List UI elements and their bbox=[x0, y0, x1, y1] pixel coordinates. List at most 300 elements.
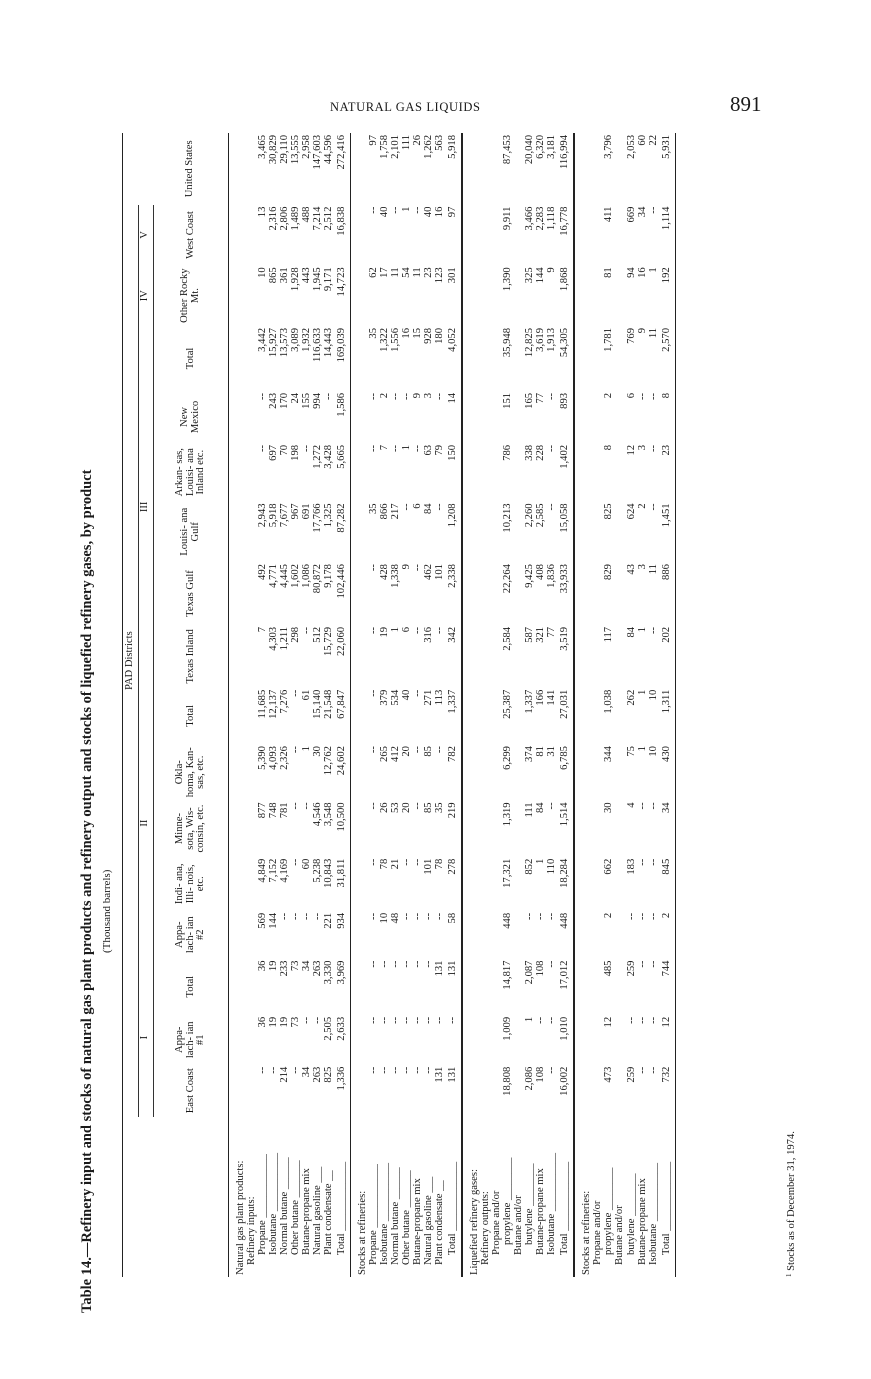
table-cell: -- bbox=[647, 444, 659, 452]
row-label: butylene ________ bbox=[524, 1163, 536, 1245]
table-cell: -- bbox=[390, 1066, 402, 1074]
total-cell: 732 bbox=[659, 1065, 676, 1117]
total-cell: 5,918 bbox=[445, 133, 462, 205]
table-cell: 9 bbox=[401, 564, 413, 570]
table-cell: 35,948 bbox=[502, 327, 514, 358]
table-cell: -- bbox=[647, 1016, 659, 1024]
table-cell: 374 bbox=[524, 746, 536, 762]
table-cell: 7 bbox=[257, 626, 269, 633]
empty-cell bbox=[351, 959, 369, 1015]
row-label: propylene ________ bbox=[603, 1167, 615, 1255]
empty-cell bbox=[246, 688, 257, 744]
table-cell: -- bbox=[636, 392, 648, 401]
table-cell: 325 bbox=[524, 267, 536, 284]
column-head: Okla- homa, Kan- sas, etc. bbox=[154, 744, 229, 800]
table-cell: 110 bbox=[546, 858, 558, 875]
row-label: Butane-propane mix bbox=[301, 1168, 313, 1255]
section-heading bbox=[351, 133, 369, 1277]
table-cell: 1 bbox=[401, 444, 413, 451]
empty-cell bbox=[480, 744, 491, 800]
empty-cell bbox=[614, 959, 625, 1015]
table-cell: -- bbox=[636, 912, 648, 920]
table-cell: 3,619 bbox=[535, 327, 547, 352]
table-cell: 10,213 bbox=[502, 503, 514, 533]
table-cell: 81 bbox=[603, 267, 615, 278]
empty-cell bbox=[480, 911, 491, 959]
table-cell: 9,171 bbox=[323, 267, 335, 292]
table-cell: -- bbox=[647, 802, 659, 810]
empty-cell bbox=[462, 501, 480, 562]
table-cell: 11 bbox=[390, 267, 402, 278]
empty-cell bbox=[246, 443, 257, 501]
table-title: Table 14.—Refinery input and stocks of natural gas plant products and refinery output and stocks of liquefied refinery gases, by product bbox=[79, 469, 95, 1313]
table-cell: 587 bbox=[524, 626, 536, 643]
table-cell: 1,338 bbox=[390, 564, 402, 588]
table-cell: 30 bbox=[312, 746, 324, 757]
row-label-line bbox=[614, 133, 625, 1277]
table-cell: -- bbox=[401, 912, 413, 920]
empty-cell bbox=[574, 501, 592, 562]
table-cell: 40 bbox=[401, 689, 413, 701]
empty-cell bbox=[462, 688, 480, 744]
total-row bbox=[557, 133, 574, 1277]
table-cell: 155 bbox=[301, 392, 313, 409]
table-cell: 512 bbox=[312, 626, 324, 643]
table-cell: 87,453 bbox=[502, 135, 514, 165]
empty-cell bbox=[351, 443, 369, 501]
empty-cell bbox=[513, 800, 524, 856]
empty-cell bbox=[614, 1065, 625, 1117]
table-cell: -- bbox=[257, 1066, 269, 1074]
table-cell: 36 bbox=[257, 960, 269, 972]
empty-cell bbox=[614, 133, 625, 205]
table-cell: 7,214 bbox=[312, 206, 324, 231]
section-subheading bbox=[246, 133, 257, 1277]
table-cell: -- bbox=[401, 503, 413, 511]
table-caption bbox=[80, 133, 124, 1313]
table-row bbox=[546, 133, 557, 1277]
table-cell: 85 bbox=[423, 746, 435, 757]
table-cell: 344 bbox=[603, 746, 615, 762]
table-cell: 6,299 bbox=[502, 746, 514, 770]
table-cell: 131 bbox=[434, 960, 446, 977]
table-cell: 18,808 bbox=[502, 1066, 514, 1096]
total-cell: 1,114 bbox=[659, 205, 676, 266]
table-cell: -- bbox=[412, 564, 424, 572]
table-cell: 2,283 bbox=[535, 206, 547, 231]
table-cell: 34 bbox=[301, 960, 313, 972]
table-cell: 3,428 bbox=[323, 444, 335, 469]
table-cell: -- bbox=[546, 392, 558, 401]
table-cell: -- bbox=[279, 912, 291, 920]
empty-cell bbox=[513, 265, 524, 326]
table-cell: 3 bbox=[636, 564, 648, 570]
table-cell: 12,825 bbox=[524, 327, 536, 358]
total-cell: 219 bbox=[445, 800, 462, 856]
empty-cell bbox=[491, 857, 502, 911]
table-cell: -- bbox=[647, 858, 659, 866]
empty-cell bbox=[491, 391, 502, 443]
table-cell: 2,806 bbox=[279, 206, 291, 231]
table-cell: 5,918 bbox=[268, 503, 280, 528]
table-cell: 14,817 bbox=[502, 960, 514, 990]
table-cell: -- bbox=[546, 503, 558, 511]
table-cell: -- bbox=[546, 444, 558, 452]
row-label: Propane ____________ bbox=[368, 1164, 380, 1265]
table-cell: 70 bbox=[279, 444, 291, 456]
table-cell: -- bbox=[323, 392, 335, 401]
table-cell: 865 bbox=[268, 267, 280, 284]
section-subheading-label: Refinery outputs: bbox=[480, 1191, 492, 1265]
table-cell: -- bbox=[290, 689, 302, 697]
table-cell: 2,101 bbox=[390, 135, 402, 159]
table-cell: -- bbox=[636, 1066, 648, 1074]
column-head: New Mexico bbox=[154, 391, 229, 443]
table-row bbox=[502, 133, 513, 1277]
table-cell: 1 bbox=[636, 626, 648, 633]
table-cell: -- bbox=[412, 689, 424, 697]
table-cell: 11 bbox=[647, 327, 659, 339]
row-label-line-label: Propane and/or bbox=[592, 1200, 604, 1265]
table-cell: 2 bbox=[603, 392, 615, 399]
empty-cell bbox=[592, 1015, 603, 1065]
table-cell: -- bbox=[290, 858, 302, 866]
table-cell: 411 bbox=[603, 206, 615, 223]
table-cell: 852 bbox=[524, 858, 536, 875]
table-cell: 2,326 bbox=[279, 746, 291, 770]
total-cell: 278 bbox=[445, 857, 462, 911]
total-cell: 5,931 bbox=[659, 133, 676, 205]
column-head: Total bbox=[154, 688, 229, 744]
empty-cell bbox=[614, 744, 625, 800]
table-cell: -- bbox=[625, 912, 637, 920]
row-label: Butane-propane mix bbox=[412, 1178, 424, 1265]
empty-cell bbox=[592, 205, 603, 266]
row-label-line-label: Butane and/or bbox=[614, 1205, 626, 1265]
table-cell: 1,928 bbox=[290, 267, 302, 292]
table-cell: 2,505 bbox=[323, 1016, 335, 1041]
table-cell: -- bbox=[379, 960, 391, 968]
empty-cell bbox=[491, 443, 502, 501]
table-cell: 1,319 bbox=[502, 802, 514, 827]
empty-cell bbox=[246, 501, 257, 562]
empty-cell bbox=[229, 625, 247, 688]
total-cell: 16,002 bbox=[557, 1065, 574, 1117]
total-cell: 131 bbox=[445, 1065, 462, 1117]
table-cell: 214 bbox=[279, 1066, 291, 1083]
column-head: West Coast bbox=[154, 205, 229, 266]
empty-cell bbox=[351, 562, 369, 625]
total-cell: 54,305 bbox=[557, 326, 574, 391]
total-cell: 169,039 bbox=[334, 326, 351, 391]
table-row bbox=[637, 133, 648, 1277]
empty-cell bbox=[574, 265, 592, 326]
table-cell: -- bbox=[368, 1066, 380, 1074]
table-cell: -- bbox=[412, 960, 424, 968]
table-cell: -- bbox=[368, 746, 380, 754]
table-cell: 15,140 bbox=[312, 689, 324, 719]
table-cell: -- bbox=[290, 912, 302, 920]
table-cell: 180 bbox=[434, 327, 446, 344]
table-cell: 1,325 bbox=[323, 503, 335, 528]
empty-cell bbox=[513, 688, 524, 744]
column-head: United States bbox=[154, 133, 229, 205]
table-cell: 77 bbox=[546, 626, 558, 638]
table-cell: 81 bbox=[535, 746, 547, 757]
table-cell: 60 bbox=[636, 135, 648, 146]
table-row bbox=[524, 133, 535, 1277]
table-cell: 8 bbox=[603, 444, 615, 451]
total-cell: 27,031 bbox=[557, 688, 574, 744]
table-cell: 4,546 bbox=[312, 802, 324, 827]
table-cell: 563 bbox=[434, 135, 446, 151]
empty-cell bbox=[351, 265, 369, 326]
empty-cell bbox=[351, 857, 369, 911]
total-cell: 15,058 bbox=[557, 501, 574, 562]
table-cell: 26 bbox=[412, 135, 424, 146]
empty-cell bbox=[462, 744, 480, 800]
table-cell: -- bbox=[647, 392, 659, 401]
table-cell: 117 bbox=[603, 626, 615, 643]
empty-cell bbox=[614, 205, 625, 266]
empty-cell bbox=[574, 205, 592, 266]
empty-cell bbox=[592, 133, 603, 205]
empty-cell bbox=[513, 625, 524, 688]
region-head-V: V bbox=[139, 205, 154, 266]
section-heading-label: Natural gas plant products: bbox=[235, 1160, 246, 1275]
total-row bbox=[445, 133, 462, 1277]
table-cell: -- bbox=[434, 1016, 446, 1024]
empty-cell bbox=[513, 1065, 524, 1117]
table-cell: 5,238 bbox=[312, 858, 324, 883]
total-cell: 12 bbox=[659, 1015, 676, 1065]
table-cell: -- bbox=[368, 689, 380, 697]
empty-cell bbox=[491, 562, 502, 625]
empty-cell bbox=[480, 265, 491, 326]
table-cell: 2,316 bbox=[268, 206, 280, 231]
row-label: Normal butane ______ bbox=[390, 1167, 402, 1265]
table-cell: 1,272 bbox=[312, 444, 324, 469]
empty-cell bbox=[491, 688, 502, 744]
total-cell: 131 bbox=[445, 959, 462, 1015]
table-cell: 13,573 bbox=[279, 327, 291, 358]
empty-cell bbox=[614, 625, 625, 688]
table-cell: 6 bbox=[412, 503, 424, 509]
row-label-line bbox=[491, 133, 502, 1277]
row-label: Natural gasoline ___ bbox=[312, 1166, 324, 1255]
empty-cell bbox=[229, 857, 247, 911]
row-label: butylene ________ bbox=[625, 1173, 637, 1255]
empty-cell bbox=[462, 911, 480, 959]
table-cell: 53 bbox=[390, 802, 402, 813]
table-cell: 15 bbox=[412, 327, 424, 339]
total-cell: 3,969 bbox=[334, 959, 351, 1015]
table-cell: 691 bbox=[301, 503, 313, 520]
table-cell: -- bbox=[625, 1016, 637, 1024]
table-cell: 1,945 bbox=[312, 267, 324, 292]
table-cell: 79 bbox=[434, 444, 446, 456]
empty-cell bbox=[614, 443, 625, 501]
row-label: Butane-propane mix bbox=[636, 1178, 648, 1265]
column-head: Louisi- ana Gulf bbox=[154, 501, 229, 562]
total-cell: 744 bbox=[659, 959, 676, 1015]
empty-cell bbox=[229, 1065, 247, 1117]
total-cell: 1,868 bbox=[557, 265, 574, 326]
table-cell: 1,913 bbox=[546, 327, 558, 352]
pad-districts-head: PAD Districts bbox=[124, 205, 139, 1117]
total-cell: 31,811 bbox=[334, 857, 351, 911]
empty-cell bbox=[491, 625, 502, 688]
row-label: Propane ____________ bbox=[257, 1154, 269, 1255]
empty-cell bbox=[592, 959, 603, 1015]
table-cell: 23 bbox=[423, 267, 435, 278]
empty-cell bbox=[592, 625, 603, 688]
stub-head-3 bbox=[154, 1117, 229, 1277]
table-cell: 428 bbox=[379, 564, 391, 580]
table-cell: 12 bbox=[625, 444, 637, 456]
table-cell: 786 bbox=[502, 444, 514, 461]
total-cell: 6,785 bbox=[557, 744, 574, 800]
total-cell: 1,586 bbox=[334, 391, 351, 443]
empty-cell bbox=[246, 625, 257, 688]
table-cell: 108 bbox=[535, 1066, 547, 1083]
empty-cell bbox=[480, 1065, 491, 1117]
empty-cell bbox=[592, 443, 603, 501]
table-cell: -- bbox=[535, 1016, 547, 1024]
table-cell: -- bbox=[379, 1066, 391, 1074]
empty-cell bbox=[462, 443, 480, 501]
table-cell: 34 bbox=[636, 206, 648, 218]
total-cell: 22,060 bbox=[334, 625, 351, 688]
section-heading bbox=[462, 133, 480, 1277]
table-cell: 151 bbox=[502, 392, 514, 409]
empty-cell bbox=[513, 501, 524, 562]
section-heading-label: Liquefied refinery gases: bbox=[469, 1169, 481, 1275]
table-cell: 44,596 bbox=[323, 135, 335, 165]
empty-cell bbox=[351, 744, 369, 800]
table-cell: -- bbox=[636, 858, 648, 866]
table-cell: 16 bbox=[401, 327, 413, 339]
total-cell: 5,665 bbox=[334, 443, 351, 501]
table-cell: -- bbox=[423, 1016, 435, 1024]
total-label: Total _____________ bbox=[334, 1117, 351, 1277]
empty-cell bbox=[592, 391, 603, 443]
stub-head bbox=[124, 1117, 139, 1277]
table-cell: 473 bbox=[603, 1066, 615, 1083]
table-cell: -- bbox=[268, 1066, 280, 1074]
table-cell: 2,512 bbox=[323, 206, 335, 231]
total-cell: 34 bbox=[659, 800, 676, 856]
table-row bbox=[648, 133, 659, 1277]
table-cell: 7,276 bbox=[279, 689, 291, 714]
table-cell: -- bbox=[368, 564, 380, 572]
row-label: Plant condensate __ bbox=[434, 1180, 446, 1265]
table-cell: 1,390 bbox=[502, 267, 514, 292]
total-cell: 8 bbox=[659, 391, 676, 443]
empty-cell bbox=[351, 391, 369, 443]
running-title: NATURAL GAS LIQUIDS bbox=[330, 100, 481, 114]
empty-cell bbox=[491, 800, 502, 856]
column-head: Total bbox=[154, 959, 229, 1015]
table-cell: 6 bbox=[401, 626, 413, 633]
section-heading bbox=[229, 133, 247, 1277]
empty-cell bbox=[614, 391, 625, 443]
table-cell: -- bbox=[412, 206, 424, 214]
empty-cell bbox=[574, 1015, 592, 1065]
empty-cell bbox=[592, 800, 603, 856]
empty-cell bbox=[351, 133, 369, 205]
empty-cell bbox=[480, 959, 491, 1015]
table-row bbox=[323, 133, 334, 1277]
table-cell: -- bbox=[647, 1066, 659, 1074]
row-label: Isobutane ___________ bbox=[647, 1162, 659, 1265]
column-head: Minne- sota, Wis- consin, etc. bbox=[154, 800, 229, 856]
row-label-line bbox=[592, 133, 603, 1277]
table-cell: 10 bbox=[257, 267, 269, 278]
total-cell: 2,570 bbox=[659, 326, 676, 391]
table-cell: -- bbox=[290, 1066, 302, 1074]
table-cell: 170 bbox=[279, 392, 291, 409]
table-cell: -- bbox=[257, 392, 269, 401]
empty-cell bbox=[246, 326, 257, 391]
table-cell: 166 bbox=[535, 689, 547, 706]
empty-cell bbox=[351, 501, 369, 562]
table-cell: 198 bbox=[290, 444, 302, 461]
empty-cell bbox=[491, 265, 502, 326]
page-number: 891 bbox=[730, 92, 762, 116]
table-cell: 2,053 bbox=[625, 135, 637, 159]
table-cell: 2 bbox=[603, 912, 615, 919]
table-cell: 75 bbox=[625, 746, 637, 757]
empty-cell bbox=[491, 911, 502, 959]
table-cell: -- bbox=[434, 392, 446, 401]
table-cell: 259 bbox=[625, 960, 637, 977]
total-cell: 102,446 bbox=[334, 562, 351, 625]
table-cell: -- bbox=[312, 1016, 324, 1024]
table-cell: 3,548 bbox=[323, 802, 335, 827]
table-cell: -- bbox=[546, 802, 558, 810]
table-cell: -- bbox=[434, 746, 446, 754]
table-cell: 147,603 bbox=[312, 135, 324, 170]
empty-cell bbox=[491, 1065, 502, 1117]
table-cell: 1,038 bbox=[603, 689, 615, 714]
table-cell: 3,465 bbox=[257, 135, 269, 159]
table-cell: 825 bbox=[323, 1066, 335, 1083]
empty-cell bbox=[229, 744, 247, 800]
empty-cell bbox=[462, 625, 480, 688]
table-cell: -- bbox=[401, 1016, 413, 1024]
column-head: Texas Gulf bbox=[154, 562, 229, 625]
table-cell: 17,766 bbox=[312, 503, 324, 533]
total-cell: 16,778 bbox=[557, 205, 574, 266]
empty-cell bbox=[351, 625, 369, 688]
empty-cell bbox=[592, 857, 603, 911]
table-cell: 141 bbox=[546, 689, 558, 706]
table-cell: 1 bbox=[390, 626, 402, 633]
table-cell: 271 bbox=[423, 689, 435, 706]
region-head-III: III bbox=[139, 326, 154, 688]
table-cell: -- bbox=[434, 626, 446, 634]
table-cell: -- bbox=[546, 1016, 558, 1024]
table-cell: 3,796 bbox=[603, 135, 615, 159]
empty-cell bbox=[462, 205, 480, 266]
total-cell: 14,723 bbox=[334, 265, 351, 326]
total-cell: 448 bbox=[557, 911, 574, 959]
table-cell: 101 bbox=[434, 564, 446, 580]
table-cell: 62 bbox=[368, 267, 380, 278]
table-cell: 34 bbox=[301, 1066, 313, 1078]
region-head-I: I bbox=[139, 959, 154, 1117]
